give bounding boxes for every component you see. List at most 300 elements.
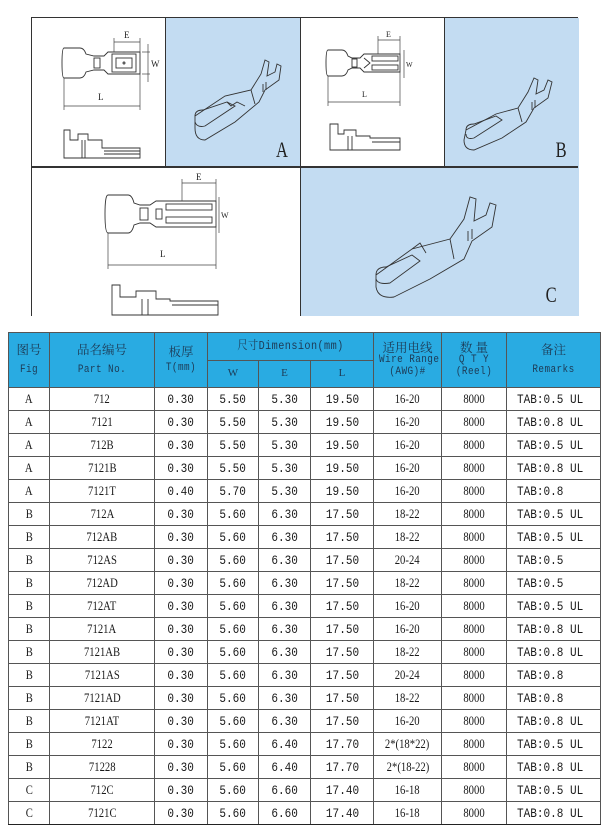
cell-dim-l-text: 19.50 xyxy=(325,437,359,453)
cell-qty xyxy=(442,434,507,457)
cell-qty-text: 8000 xyxy=(463,529,485,544)
cell-wire-range-text: 18-22 xyxy=(395,690,420,705)
cell-wire-range-text: 18-22 xyxy=(395,644,420,659)
cell-thickness-text: 0.30 xyxy=(167,690,195,706)
cell-part-no xyxy=(50,641,155,664)
cell-part-no xyxy=(50,687,155,710)
cell-wire-range xyxy=(374,503,442,526)
table-row xyxy=(9,779,601,802)
cell-thickness-text: 0.30 xyxy=(167,598,195,614)
cell-dim-w xyxy=(208,572,259,595)
cell-dim-e xyxy=(259,756,311,779)
cell-thickness xyxy=(155,457,208,480)
cell-dim-w xyxy=(208,802,259,825)
figure-a-technical-drawing xyxy=(32,18,165,167)
cell-dim-l-text: 17.50 xyxy=(325,506,359,522)
cell-remarks xyxy=(507,733,601,756)
cell-wire-range xyxy=(374,710,442,733)
header-dim-l: L xyxy=(311,361,374,388)
cell-remarks-text: TAB:0.8 xyxy=(517,483,564,499)
cell-fig-text: B xyxy=(25,713,33,728)
cell-qty-text: 8000 xyxy=(463,621,485,636)
cell-remarks xyxy=(507,641,601,664)
cell-part-no xyxy=(50,457,155,480)
cell-fig-text: B xyxy=(25,644,33,659)
cell-dim-w-text: 5.60 xyxy=(219,736,247,752)
header-part-no xyxy=(50,333,155,388)
cell-fig-text: A xyxy=(25,483,33,498)
figure-a-photo-cell xyxy=(165,18,300,167)
cell-part-no-text: 7121A xyxy=(87,621,117,636)
header-part-cn: 品名编号 xyxy=(76,342,127,357)
cell-wire-range-text: 18-22 xyxy=(395,575,420,590)
cell-remarks-text: TAB:0.8 UL xyxy=(517,805,584,821)
cell-part-no-text: 71228 xyxy=(88,759,116,774)
cell-dim-e-text: 6.30 xyxy=(271,598,298,614)
cell-fig xyxy=(9,641,50,664)
cell-dim-l-text: 17.50 xyxy=(325,552,359,568)
cell-dim-e-text: 6.30 xyxy=(271,690,298,706)
dim-label-w: W xyxy=(151,59,160,69)
cell-fig xyxy=(9,618,50,641)
figure-label-c: C xyxy=(545,282,557,307)
table-row xyxy=(9,618,601,641)
cell-dim-l xyxy=(311,710,374,733)
cell-dim-e xyxy=(259,503,311,526)
cell-wire-range xyxy=(374,457,442,480)
cell-dim-w xyxy=(208,480,259,503)
cell-dim-l-text: 17.50 xyxy=(325,575,359,591)
cell-wire-range-text: 16-20 xyxy=(395,391,420,406)
cell-dim-l xyxy=(311,641,374,664)
cell-dim-l xyxy=(311,733,374,756)
cell-remarks xyxy=(507,802,601,825)
cell-part-no-text: 712C xyxy=(90,782,114,797)
cell-dim-l xyxy=(311,411,374,434)
cell-qty xyxy=(442,503,507,526)
cell-thickness xyxy=(155,503,208,526)
cell-qty-text: 8000 xyxy=(463,460,485,475)
cell-fig xyxy=(9,779,50,802)
cell-thickness-text: 0.30 xyxy=(167,552,195,568)
cell-remarks xyxy=(507,388,601,411)
cell-qty xyxy=(442,641,507,664)
cell-dim-e xyxy=(259,457,311,480)
header-wire-cn: 适用电线 xyxy=(382,340,433,355)
cell-dim-l-text: 19.50 xyxy=(325,460,359,476)
cell-fig xyxy=(9,595,50,618)
figure-label-a: A xyxy=(276,137,288,162)
cell-part-no-text: 7121AT xyxy=(84,713,120,728)
cell-fig xyxy=(9,572,50,595)
cell-dim-l xyxy=(311,779,374,802)
cell-thickness xyxy=(155,756,208,779)
cell-dim-w xyxy=(208,503,259,526)
cell-part-no xyxy=(50,756,155,779)
cell-dim-e xyxy=(259,710,311,733)
cell-qty-text: 8000 xyxy=(463,713,485,728)
cell-dim-w-text: 5.60 xyxy=(219,529,247,545)
figure-c-technical-drawing xyxy=(32,167,300,316)
cell-dim-l xyxy=(311,595,374,618)
cell-thickness-text: 0.30 xyxy=(167,759,195,775)
cell-part-no-text: 7121AB xyxy=(83,644,121,659)
cell-dim-w-text: 5.50 xyxy=(219,414,247,430)
table-row xyxy=(9,388,601,411)
cell-thickness xyxy=(155,388,208,411)
cell-dim-e-text: 6.60 xyxy=(271,805,298,821)
cell-qty-text: 8000 xyxy=(463,575,485,590)
cell-dim-w xyxy=(208,595,259,618)
cell-part-no-text: 7121C xyxy=(87,805,117,820)
cell-remarks xyxy=(507,411,601,434)
cell-part-no xyxy=(50,802,155,825)
cell-dim-l xyxy=(311,388,374,411)
cell-fig-text: A xyxy=(25,437,33,452)
cell-fig-text: B xyxy=(25,759,33,774)
figure-b-technical-drawing xyxy=(300,18,444,167)
cell-remarks-text: TAB:0.8 UL xyxy=(517,414,584,430)
cell-qty-text: 8000 xyxy=(463,644,485,659)
cell-thickness-text: 0.30 xyxy=(167,621,195,637)
cell-part-no xyxy=(50,710,155,733)
cell-part-no xyxy=(50,503,155,526)
figure-a-drawing-cell xyxy=(32,18,165,167)
table-row xyxy=(9,503,601,526)
cell-remarks-text: TAB:0.5 UL xyxy=(517,736,584,752)
cell-thickness xyxy=(155,549,208,572)
cell-dim-l-text: 17.50 xyxy=(325,713,359,729)
cell-wire-range xyxy=(374,733,442,756)
cell-remarks-text: TAB:0.5 UL xyxy=(517,598,584,614)
divider xyxy=(165,18,166,167)
cell-part-no-text: 712AB xyxy=(86,529,118,544)
cell-dim-e xyxy=(259,434,311,457)
header-fig xyxy=(9,333,50,388)
cell-fig xyxy=(9,733,50,756)
cell-remarks xyxy=(507,526,601,549)
cell-thickness xyxy=(155,434,208,457)
cell-thickness-text: 0.40 xyxy=(167,483,195,499)
cell-dim-e xyxy=(259,411,311,434)
cell-dim-e-text: 6.30 xyxy=(271,552,298,568)
cell-dim-l-text: 17.70 xyxy=(325,736,359,752)
cell-thickness-text: 0.30 xyxy=(167,667,195,683)
cell-dim-l xyxy=(311,526,374,549)
cell-wire-range-text: 20-24 xyxy=(395,552,420,567)
header-remarks-cn: 备注 xyxy=(541,342,567,357)
cell-dim-w-text: 5.60 xyxy=(219,552,247,568)
cell-dim-w-text: 5.60 xyxy=(219,713,247,729)
cell-part-no-text: 7121 xyxy=(91,414,113,429)
cell-thickness-text: 0.30 xyxy=(167,575,195,591)
cell-dim-e xyxy=(259,618,311,641)
cell-remarks xyxy=(507,503,601,526)
cell-thickness-text: 0.30 xyxy=(167,805,195,821)
cell-qty xyxy=(442,756,507,779)
figure-c-terminal-illustration xyxy=(300,167,579,316)
cell-dim-e xyxy=(259,687,311,710)
cell-qty-text: 8000 xyxy=(463,391,485,406)
cell-dim-l-text: 19.50 xyxy=(325,391,359,407)
cell-qty-text: 8000 xyxy=(463,506,485,521)
cell-dim-e-text: 5.30 xyxy=(271,483,298,499)
cell-remarks xyxy=(507,480,601,503)
figure-b-drawing-cell xyxy=(300,18,444,167)
cell-qty-text: 8000 xyxy=(463,782,485,797)
cell-fig xyxy=(9,687,50,710)
cell-wire-range xyxy=(374,549,442,572)
cell-part-no-text: 712AD xyxy=(86,575,118,590)
cell-dim-l xyxy=(311,756,374,779)
cell-dim-l-text: 19.50 xyxy=(325,414,359,430)
cell-remarks-text: TAB:0.8 UL xyxy=(517,460,584,476)
cell-remarks-text: TAB:0.5 UL xyxy=(517,437,584,453)
cell-part-no-text: 7121AS xyxy=(84,667,120,682)
cell-wire-range-text: 16-20 xyxy=(395,437,420,452)
cell-dim-l-text: 17.40 xyxy=(325,782,359,798)
cell-dim-e xyxy=(259,733,311,756)
cell-fig xyxy=(9,434,50,457)
cell-dim-w xyxy=(208,641,259,664)
cell-remarks-text: TAB:0.5 UL xyxy=(517,529,584,545)
cell-dim-l xyxy=(311,618,374,641)
cell-dim-l xyxy=(311,434,374,457)
cell-thickness xyxy=(155,664,208,687)
cell-thickness xyxy=(155,618,208,641)
cell-remarks xyxy=(507,756,601,779)
cell-thickness-text: 0.30 xyxy=(167,437,195,453)
cell-qty-text: 8000 xyxy=(463,598,485,613)
cell-dim-e-text: 5.30 xyxy=(271,414,298,430)
cell-dim-e xyxy=(259,779,311,802)
cell-dim-w-text: 5.60 xyxy=(219,621,247,637)
table-row xyxy=(9,526,601,549)
cell-remarks-text: TAB:0.5 UL xyxy=(517,506,584,522)
cell-dim-l-text: 17.50 xyxy=(325,598,359,614)
cell-dim-l xyxy=(311,572,374,595)
dim-label-w: W xyxy=(406,61,413,69)
cell-remarks-text: TAB:0.8 xyxy=(517,667,564,683)
cell-thickness-text: 0.30 xyxy=(167,391,195,407)
cell-fig xyxy=(9,411,50,434)
cell-dim-w xyxy=(208,388,259,411)
cell-wire-range xyxy=(374,526,442,549)
cell-wire-range xyxy=(374,572,442,595)
cell-fig-text: B xyxy=(25,529,33,544)
cell-part-no xyxy=(50,388,155,411)
cell-fig xyxy=(9,710,50,733)
table-row xyxy=(9,480,601,503)
cell-wire-range-text: 16-18 xyxy=(395,782,420,797)
cell-qty xyxy=(442,457,507,480)
cell-thickness-text: 0.30 xyxy=(167,414,195,430)
cell-dim-e-text: 6.30 xyxy=(271,667,298,683)
cell-thickness-text: 0.30 xyxy=(167,782,195,798)
cell-part-no-text: 7122 xyxy=(91,736,113,751)
cell-qty-text: 8000 xyxy=(463,483,485,498)
cell-qty-text: 8000 xyxy=(463,414,485,429)
cell-dim-w-text: 5.60 xyxy=(219,805,247,821)
cell-dim-w xyxy=(208,779,259,802)
cell-dim-e-text: 6.40 xyxy=(271,736,298,752)
cell-dim-l xyxy=(311,664,374,687)
dim-label-l: L xyxy=(98,92,104,102)
cell-wire-range xyxy=(374,664,442,687)
cell-dim-w-text: 5.60 xyxy=(219,644,247,660)
cell-remarks xyxy=(507,618,601,641)
dim-label-l: L xyxy=(362,90,367,99)
cell-dim-l xyxy=(311,802,374,825)
cell-part-no xyxy=(50,411,155,434)
cell-remarks xyxy=(507,710,601,733)
cell-dim-l-text: 19.50 xyxy=(325,483,359,499)
cell-fig xyxy=(9,756,50,779)
cell-fig-text: B xyxy=(25,506,33,521)
dim-label-e: E xyxy=(386,30,391,39)
cell-part-no xyxy=(50,779,155,802)
cell-dim-w-text: 5.60 xyxy=(219,782,247,798)
table-row xyxy=(9,434,601,457)
cell-qty xyxy=(442,480,507,503)
table-row xyxy=(9,756,601,779)
cell-fig-text: B xyxy=(25,690,33,705)
cell-dim-e xyxy=(259,595,311,618)
cell-dim-e-text: 6.30 xyxy=(271,713,298,729)
cell-qty xyxy=(442,664,507,687)
header-wire-en1: Wire Range xyxy=(379,354,440,367)
cell-dim-e xyxy=(259,572,311,595)
cell-part-no xyxy=(50,549,155,572)
cell-dim-w-text: 5.50 xyxy=(219,437,247,453)
cell-dim-l-text: 17.50 xyxy=(325,529,359,545)
header-thickness-en: T(mm) xyxy=(165,361,197,374)
cell-dim-e xyxy=(259,802,311,825)
cell-wire-range-text: 16-20 xyxy=(395,713,420,728)
header-remarks-en: Remarks xyxy=(532,363,575,376)
figure-b-photo-cell xyxy=(444,18,579,167)
cell-dim-w-text: 5.50 xyxy=(219,391,247,407)
cell-wire-range-text: 16-20 xyxy=(395,460,420,475)
header-thickness-cn: 板厚 xyxy=(168,344,194,359)
cell-qty-text: 8000 xyxy=(463,759,485,774)
table-row xyxy=(9,664,601,687)
divider xyxy=(444,18,445,167)
cell-dim-w xyxy=(208,710,259,733)
cell-dim-e-text: 6.40 xyxy=(271,759,298,775)
cell-dim-w-text: 5.60 xyxy=(219,575,247,591)
cell-remarks xyxy=(507,664,601,687)
cell-fig-text: B xyxy=(25,667,33,682)
cell-remarks-text: TAB:0.8 UL xyxy=(517,713,584,729)
cell-part-no xyxy=(50,434,155,457)
cell-thickness xyxy=(155,802,208,825)
header-part-en: Part No. xyxy=(77,363,127,376)
cell-part-no-text: 7121AD xyxy=(83,690,121,705)
cell-wire-range-text: 2*(18*22) xyxy=(385,736,430,751)
cell-fig-text: A xyxy=(25,460,33,475)
cell-dim-w xyxy=(208,526,259,549)
cell-thickness xyxy=(155,641,208,664)
cell-fig xyxy=(9,457,50,480)
cell-dim-e xyxy=(259,388,311,411)
cell-dim-l-text: 17.50 xyxy=(325,621,359,637)
cell-dim-w xyxy=(208,411,259,434)
cell-dim-w-text: 5.60 xyxy=(219,506,247,522)
figure-c-photo-cell xyxy=(300,167,579,316)
cell-thickness xyxy=(155,687,208,710)
cell-part-no-text: 7121B xyxy=(87,460,117,475)
cell-wire-range xyxy=(374,595,442,618)
cell-dim-e xyxy=(259,641,311,664)
cell-fig-text: B xyxy=(25,575,33,590)
cell-part-no xyxy=(50,480,155,503)
spec-table-body xyxy=(9,388,601,825)
cell-wire-range xyxy=(374,756,442,779)
cell-remarks xyxy=(507,595,601,618)
cell-part-no xyxy=(50,595,155,618)
cell-dim-l xyxy=(311,687,374,710)
cell-dim-l-text: 17.40 xyxy=(325,805,359,821)
cell-qty xyxy=(442,687,507,710)
cell-dim-w-text: 5.60 xyxy=(219,667,247,683)
cell-remarks-text: TAB:0.5 xyxy=(517,575,564,591)
cell-dim-w-text: 5.60 xyxy=(219,598,247,614)
cell-dim-w xyxy=(208,733,259,756)
cell-qty-text: 8000 xyxy=(463,805,485,820)
cell-dim-e xyxy=(259,549,311,572)
cell-dim-w xyxy=(208,687,259,710)
cell-fig xyxy=(9,664,50,687)
header-dim-e: E xyxy=(259,361,311,388)
cell-part-no xyxy=(50,733,155,756)
cell-dim-w xyxy=(208,434,259,457)
cell-part-no xyxy=(50,572,155,595)
cell-dim-w xyxy=(208,457,259,480)
header-qty-en1: Q T Y xyxy=(458,354,490,367)
table-row xyxy=(9,710,601,733)
cell-fig xyxy=(9,802,50,825)
cell-wire-range xyxy=(374,411,442,434)
cell-qty xyxy=(442,710,507,733)
cell-qty xyxy=(442,411,507,434)
cell-part-no-text: 712B xyxy=(90,437,114,452)
cell-part-no xyxy=(50,664,155,687)
cell-dim-l xyxy=(311,480,374,503)
figure-panel xyxy=(31,17,578,316)
cell-fig-text: C xyxy=(25,782,33,797)
table-row xyxy=(9,687,601,710)
cell-wire-range-text: 16-20 xyxy=(395,483,420,498)
cell-dim-w xyxy=(208,756,259,779)
cell-part-no xyxy=(50,618,155,641)
cell-fig-text: B xyxy=(25,598,33,613)
cell-fig xyxy=(9,480,50,503)
header-fig-cn: 图号 xyxy=(16,342,42,357)
cell-dim-w-text: 5.60 xyxy=(219,690,247,706)
cell-dim-e-text: 6.30 xyxy=(271,529,298,545)
divider xyxy=(32,166,578,168)
cell-wire-range xyxy=(374,480,442,503)
cell-qty xyxy=(442,733,507,756)
cell-thickness-text: 0.30 xyxy=(167,460,195,476)
cell-remarks-text: TAB:0.8 xyxy=(517,690,564,706)
header-remarks xyxy=(507,333,601,388)
cell-wire-range-text: 18-22 xyxy=(395,506,420,521)
cell-wire-range xyxy=(374,434,442,457)
header-wire-en2: (AWG)# xyxy=(389,365,426,378)
cell-fig-text: B xyxy=(25,621,33,636)
